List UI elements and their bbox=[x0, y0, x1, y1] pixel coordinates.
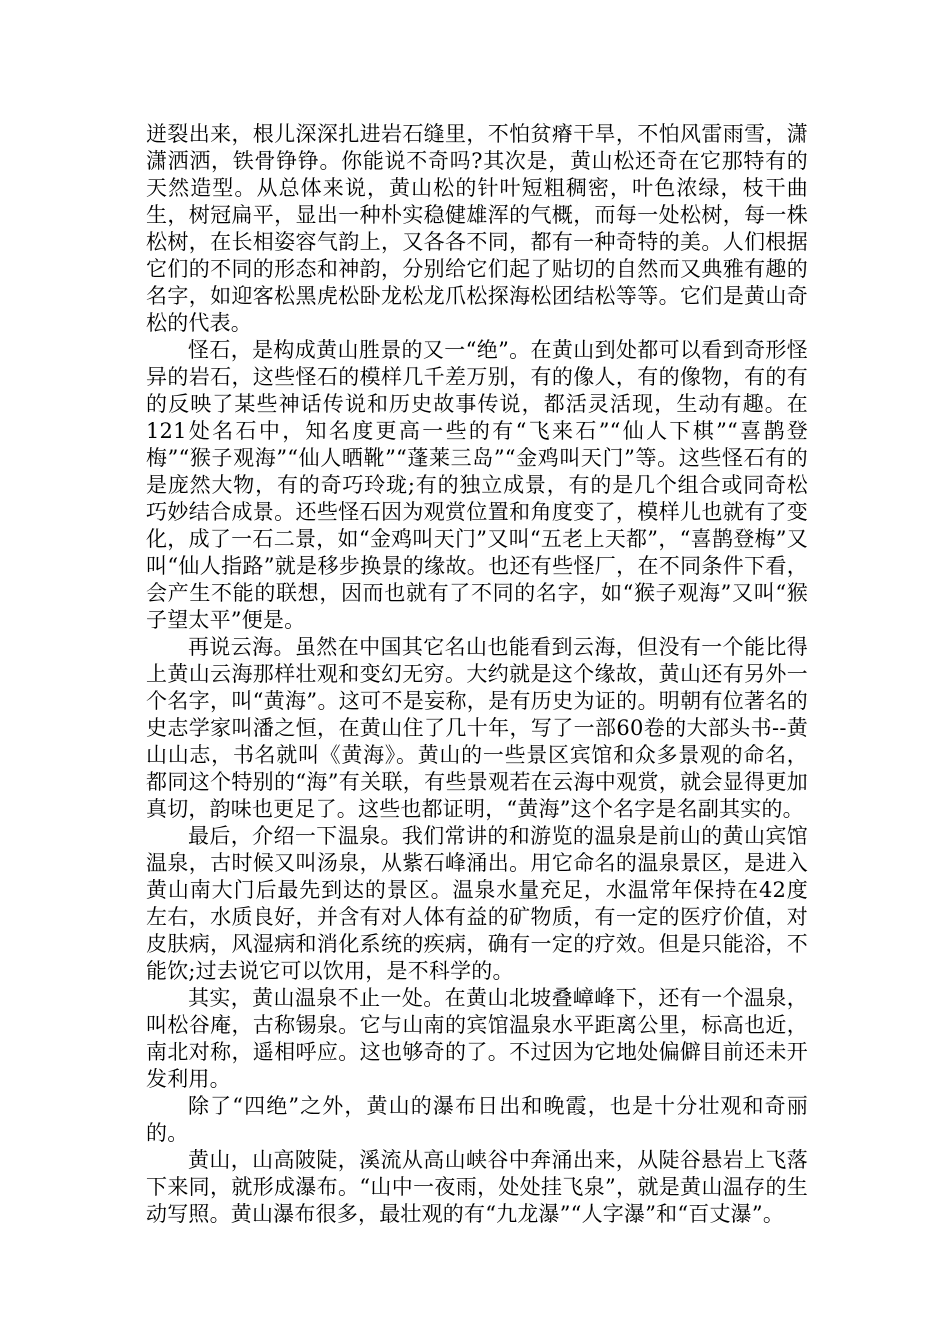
paragraph-waterfall-sunrise: 除了“四绝”之外，黄山的瀑布日出和晚霞，也是十分壮观和奇丽的。 bbox=[146, 1094, 808, 1145]
paragraph-strange-rocks: 怪石，是构成黄山胜景的又一“绝”。在黄山到处都可以看到奇形怪异的岩石，这些怪石的模样几千差万别，有的像人，有的像物，有的有的反映了某些神话传说和历史故事传说，都活灵活现，生动有趣。在121处名石中，知名度更高一些的有“飞来石”“仙人下棋”“喜鹊登梅”“猴子观海”“仙人晒靴”“蓬莱三岛”“金鸡叫天门”等。这些怪石有的是庞然大物，有的奇巧玲珑;有的独立成景，有的是几个组合或同奇松巧妙结合成景。还些怪石因为观赏位置和角度变了，模样儿也就有了变化，成了一石二景，如“金鸡叫天门”又叫“五老上天都”，“喜鹊登梅”又叫“仙人指路”就是移步换景的缘故。也还有些怪厂，在不同条件下看，会产生不能的联想，因而也就有了不同的名字，如“猴子观海”又叫“猴子望太平”便是。 bbox=[146, 338, 808, 632]
document-page bbox=[146, 121, 808, 1228]
paragraph-north-spring: 其实，黄山温泉不止一处。在黄山北坡叠嶂峰下，还有一个温泉，叫松谷庵，古称锡泉。它与山南的宾馆温泉水平距离公里，标高也近，南北对称，遥相呼应。这也够奇的了。不过因为它地处偏僻目前还未开发利用。 bbox=[146, 986, 808, 1091]
paragraph-waterfalls: 黄山，山高陂陡，溪流从高山峡谷中奔涌出来，从陡谷悬岩上飞落下来同，就形成瀑布。“山中一夜雨，处处挂飞泉”，就是黄山温存的生动写照。黄山瀑布很多，最壮观的有“九龙瀑”“人字瀑”和“百丈瀑”。 bbox=[146, 1148, 808, 1226]
paragraph-hot-springs: 最后，介绍一下温泉。我们常讲的和游览的温泉是前山的黄山宾馆温泉，古时候又叫汤泉，从紫石峰涌出。用它命名的温泉景区，是进入黄山南大门后最先到达的景区。温泉水量充足，水温常年保持在42度左右，水质良好，并含有对人体有益的矿物质，有一定的医疗价值，对皮肤病，风湿病和消化系统的疾病，确有一定的疗效。但是只能浴，不能饮;过去说它可以饮用，是不科学的。 bbox=[146, 824, 808, 983]
paragraph-pine-shapes: 迸裂出来，根儿深深扎进岩石缝里，不怕贫瘠干旱，不怕风雷雨雪，潇潇洒洒，铁骨铮铮。你能说不奇吗?其次是，黄山松还奇在它那特有的天然造型。从总体来说，黄山松的针叶短粗稠密，叶色浓绿，枝干曲生，树冠扁平，显出一种朴实稳健雄浑的气概，而每一处松树，每一株松树，在长相姿容气韵上，又各各不同，都有一种奇特的美。人们根据它们的不同的形态和神韵，分别给它们起了贴切的自然而又典雅有趣的名字，如迎客松黑虎松卧龙松龙爪松探海松团结松等等。它们是黄山奇松的代表。 bbox=[146, 122, 808, 335]
paragraph-sea-of-clouds: 再说云海。虽然在中国其它名山也能看到云海，但没有一个能比得上黄山云海那样壮观和变幻无穷。大约就是这个缘故，黄山还有另外一个名字，叫“黄海”。这可不是妄称，是有历史为证的。明朝有位著名的史志学家叫潘之恒，在黄山住了几十年，写了一部60卷的大部头书--黄山山志，书名就叫《黄海》。黄山的一些景区宾馆和众多景观的命名，都同这个特别的“海”有关联，有些景观若在云海中观赏，就会显得更加真切，韵味也更足了。这些也都证明，“黄海”这个名字是名副其实的。 bbox=[146, 635, 808, 821]
